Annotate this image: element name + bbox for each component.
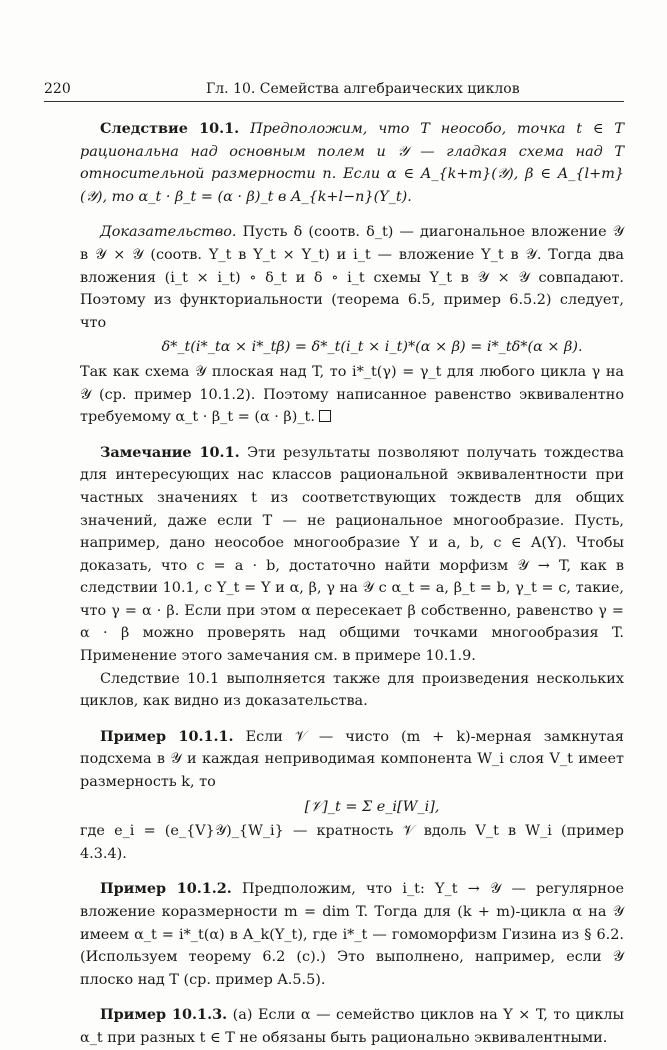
example1-formula: [𝒱]_t = Σ e_i[W_i],	[304, 798, 440, 815]
proof-text: Пусть δ (соотв. δ_t) — диагональное вложение 𝒴 в 𝒴 × 𝒴 (соотв. Y_t в Y_t × Y_t) и i_t — вложение Y_t в 𝒴. Тогда два вложения (i_t × i_t) ∘ δ_t и δ ∘ i_t схемы Y_t в 𝒴 × 𝒴 совпадают. Поэтому из функториальности (теорема 6.5, пример 6.5.2) следует, что	[80, 224, 624, 331]
proof	[80, 221, 624, 334]
proof-formula: δ*_t(i*_tα × i*_tβ) = δ*_t(i_t × i_t)*(α × β) = i*_tδ*(α × β).	[161, 339, 583, 356]
example1-after: где e_i = (e_{V}𝒴)_{W_i} — кратность 𝒱 вдоль V_t в W_i (пример 4.3.4).	[80, 823, 624, 862]
example3-text: (a) Если α — семейство циклов на Y × T, то циклы α_t при разных t ∈ T не обязаны быть рационально эквивалентными.	[80, 1007, 625, 1046]
proof-conclusion	[80, 361, 624, 429]
example2-label: Пример 10.1.2.	[100, 880, 232, 898]
example-10-1-1	[80, 726, 624, 794]
corollary-label: Следствие 10.1.	[100, 120, 240, 137]
proof-label: Доказательство.	[100, 224, 237, 241]
example-10-1-3	[80, 1004, 624, 1049]
example1-label: Пример 10.1.1.	[100, 727, 234, 745]
proof-after: Так как схема 𝒴 плоская над T, то i*_t(γ) = γ_t для любого цикла γ на 𝒴 (ср. пример 10.1.2). Поэтому написанное равенство эквивалентно требуемому α_t · β_t = (α · β)_t.	[80, 363, 624, 426]
page-body	[80, 118, 624, 1050]
para-after-remark: Следствие 10.1 выполняется также для произведения нескольких циклов, как видно из доказательства.	[80, 670, 624, 710]
qed-square-icon	[319, 410, 331, 422]
corollary-10-1	[80, 118, 624, 208]
remark-10-1	[80, 442, 624, 668]
example2-text: Предположим, что i_t: Y_t → 𝒴 — регулярное вложение коразмерности m = dim T. Тогда для (k + m)-цикла α на 𝒴 имеем α_t = i*_t(α) в A_k(Y_t), где i*_t — гомоморфизм Гизина из § 6.2. (Используем теорему 6.2 (c).) Это выполнено, например, если 𝒴 плоско над T (ср. пример A.5.5).	[80, 881, 624, 988]
remark-label: Замечание 10.1.	[100, 443, 240, 461]
corollary-text: Предположим, что T неособо, точка t ∈ T рациональна над основным полем и 𝒴 — гладкая схема над T относительной размерности n. Если α ∈ A_{k+m}(𝒴), β ∈ A_{l+m}(𝒴), то α_t · β_t = (α · β)_t в A_{k+l−n}(Y_t).	[80, 121, 625, 205]
page-number: 220	[44, 81, 71, 97]
example-10-1-2	[80, 878, 624, 991]
remark-text: Эти результаты позволяют получать тождества для интересующих нас классов рациональной эквивалентности при частных значениях t из соответствующих тождеств для общих значений, даже если T — не рациональное многообразие. Пусть, например, дано неособое многообразие Y и a, b, c ∈ A(Y). Чтобы доказать, что c = a · b, достаточно найти морфизм 𝒴 → T, как в следствии 10.1, с Y_t = Y и α, β, γ на 𝒴 с α_t = a, β_t = b, γ_t = c, такие, что γ = α · β. Если при этом α пересекает β собственно, равенство γ = α · β можно проверять над общими точками многообразия T. Применение этого замечания см. в примере 10.1.9.	[80, 444, 624, 665]
header-rule	[44, 101, 624, 102]
running-title: Гл. 10. Семейства алгебраических циклов	[206, 81, 520, 97]
example3-label: Пример 10.1.3.	[100, 1006, 228, 1024]
example1-text: Если 𝒱 — чисто (m + k)-мерная замкнутая подсхема в 𝒴 и каждая неприводимая компонента W_i слоя V_t имеет размерность k, то	[80, 728, 624, 791]
